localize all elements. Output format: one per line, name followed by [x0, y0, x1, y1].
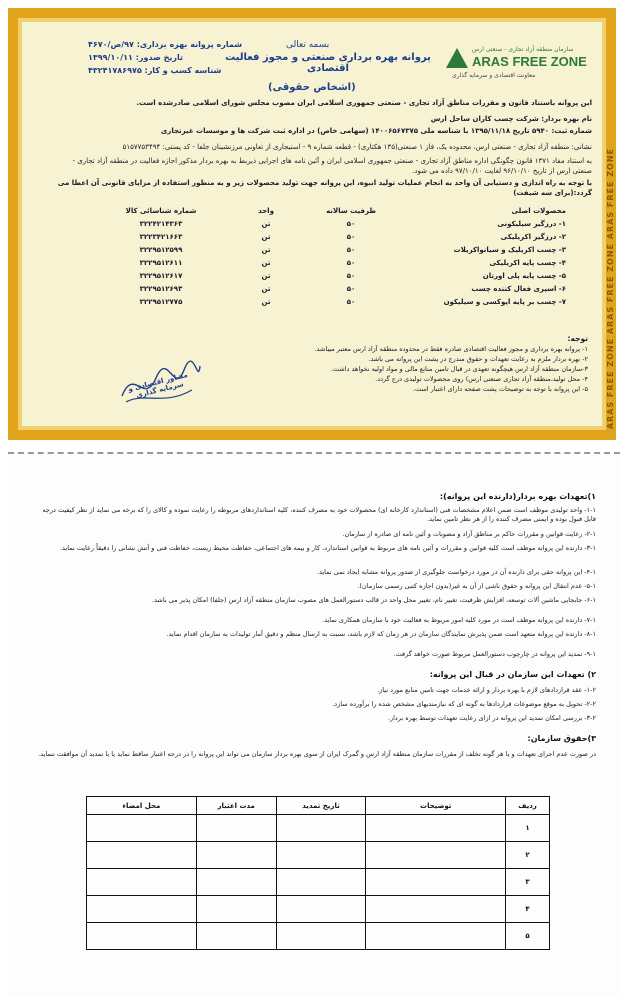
cell: [276, 896, 366, 923]
product-name: ۴- چسب پایه اکریلیکی: [489, 258, 566, 267]
obligations-title-1: ۱)تعهدات بهره بردار(دارنده این پروانه):: [439, 492, 596, 501]
product-code: ۳۲۲۹۵۱۲۶۱۱: [139, 258, 183, 267]
license-title: پروانه بهره برداری صنعتی و مجوز فعالیت اقتصادی: [225, 52, 431, 74]
product-code: ۳۲۲۹۵۱۲۶۱۷: [139, 271, 183, 280]
obligation-item: ۱-۲- عقد قراردادهای لازم با بهره بردار و ارائه خدمات جهت تامین منابع مورد نیاز.: [377, 686, 596, 694]
obligation-item: ۷-۱- دارنده این پروانه موظف است در مورد کلیه امور مربوط به فعالیت خود با سازمان همکاری نماید.: [322, 616, 596, 624]
renewal-row: [87, 815, 550, 842]
cell: [196, 896, 276, 923]
product-capacity: ۵۰: [346, 232, 356, 241]
cell: [87, 923, 197, 950]
product-unit: تن: [261, 297, 271, 306]
product-unit: تن: [261, 219, 271, 228]
product-unit: تن: [261, 284, 271, 293]
renewal-table: [86, 796, 550, 950]
product-row: [96, 230, 566, 243]
logo-title: ARAS FREE ZONE: [472, 54, 587, 69]
logo-subtitle: معاونت اقتصادی و سرمایه گذاری: [452, 72, 536, 79]
cell: [196, 923, 276, 950]
note-item: ۱- پروانه بهره برداری و مجوز فعالیت اقتصادی صادره فقط در محدوده منطقه آزاد ارس معتبر میباشد.: [314, 345, 588, 353]
obligation-item: ۲-۲- تحویل به موقع موضوعات قراردادها به گونه ای که نیازمندیهای مشخص شده را برآورده سازد.: [332, 700, 596, 708]
col-validity: مدت اعتبار: [196, 797, 276, 815]
renewal-row: [87, 923, 550, 950]
license-subtitle: (اشخاص حقوقی): [268, 82, 356, 93]
logo-small-text: سازمان منطقه آزاد تجاری - صنعتی ارس: [472, 46, 574, 53]
cell: [276, 842, 366, 869]
cell: [276, 815, 366, 842]
obligation-item: ۸-۱- دارنده این پروانه متعهد است ضمن پذیرش نمایندگان سازمان در هر زمان که لازم باشد، نسبت به ارسال منظم و دقیق آمار تولیدات به سازمان اقدام نماید.: [166, 630, 596, 638]
product-unit: تن: [261, 245, 271, 254]
product-row: [96, 269, 566, 282]
signature-title: مشاور اقتصادی و سرمایه گذاری: [127, 370, 189, 400]
cell: [276, 869, 366, 896]
header-name: محصولات اصلی: [511, 206, 566, 215]
renewal-row: [87, 869, 550, 896]
cell: [87, 815, 197, 842]
cell: [87, 896, 197, 923]
product-name: ۲- درزگیر اکریلیکی: [500, 232, 566, 241]
license-back-page: [8, 452, 620, 996]
col-renewal-date: تاریخ تمدید: [276, 797, 366, 815]
product-unit: تن: [261, 232, 271, 241]
logo-triangle-icon: [446, 48, 468, 68]
product-row: [96, 295, 566, 308]
renewal-header-row: [87, 797, 550, 815]
cell: [196, 815, 276, 842]
obligation-item: ۹-۱- تمدید این پروانه در چارچوب دستورالعمل مربوط صورت خواهد گرفت.: [393, 650, 596, 658]
product-row: [96, 256, 566, 269]
cell: [87, 842, 197, 869]
product-code: ۳۲۲۹۵۱۲۷۷۵: [139, 297, 183, 306]
obligation-item: ۳-۱- دارنده این پروانه موظف است کلیه قوانین و مقررات و آئین نامه های مربوط به قوانین استاندارد، کار و بیمه های اجتماعی، حفاظت محیط زیست، حفاظت فنی و آتش نشانی را دقیقاً رعایت نماید.: [59, 544, 596, 552]
product-code: ۳۲۲۴۲۱۴۳۶۳: [139, 219, 183, 228]
product-capacity: ۵۰: [346, 258, 356, 267]
header-unit: واحد: [258, 206, 274, 215]
products-table: [96, 204, 566, 308]
business-id: شناسه کسب و کار: ۴۳۲۴۱۷۸۶۹۷۵: [88, 66, 222, 75]
obligation-item: ۶-۱- جابجایی ماشین آلات توسعه، افزایش ظرفیت، تغییر نام، تغییر محل واحد در قالب دستورالعمل های مصوب سازمان منطقه آزاد ارس (جلفا) امکان پذیر می باشد.: [151, 596, 596, 604]
row-number: ۱: [506, 815, 550, 842]
obligation-item: در صورت عدم اجرای تعهدات و یا هر گونه تخلف از مقررات سازمان منطقه آزاد ارس و گمرک ایران از سوی بهره بردار سازمان می تواند این پروانه را در درجه اعتبار ساقط نماید یا با تمدید آن موافقت ننماید.: [38, 750, 596, 758]
products-header-row: [96, 204, 566, 217]
product-capacity: ۵۰: [346, 245, 356, 254]
renewal-row: [87, 842, 550, 869]
product-capacity: ۵۰: [346, 219, 356, 228]
obligations-title-2: ۲) تعهدات این سازمان در قبال این پروانه:: [429, 670, 596, 679]
notes-title: توجه:: [567, 334, 588, 343]
product-name: ۷- چسب بر پایه اپوکسی و سیلیکون: [443, 297, 566, 306]
address-text: نشانی: منطقه آزاد تجاری - صنعتی ارس، محدوده یک، فاز ۱ صنعتی(۱۳۵ هکتاری) - قطعه شماره ۹ - استیجاری از تعاونی مرزنشینان جلفا - کد پستی: ۵۱۵۷۷۵۳۴۹۴: [122, 143, 592, 151]
product-capacity: ۵۰: [346, 271, 356, 280]
note-item: ۲- بهره بردار ملزم به رعایت تعهدات و حقوق مندرج در پشت این پروانه می باشد.: [368, 355, 588, 363]
product-name: ۶- اسپری فعال کننده چسب: [471, 284, 566, 293]
product-name: ۱- درزگیر سیلیکونی: [497, 219, 566, 228]
obligation-item: ۴-۱- این پروانه حقی برای دارنده آن در مورد درخواست جلوگیری از صدور پروانه مشابه ایجاد نمی نماید.: [316, 568, 596, 576]
cell: [366, 896, 506, 923]
issue-date: تاریخ صدور: ۱۳۹۹/۱۰/۱۱: [88, 53, 183, 62]
note-item: ۴- محل تولید،منطقه آزاد تجاری صنعتی ارس) روی محصولات تولیدی درج گردد.: [375, 375, 588, 383]
obligation-item: ۵-۱- عدم انتقال این پروانه و حقوق ناشی از آن به غیر(بدون اجازه کتبی رسمی سازمان).: [357, 582, 596, 590]
cell: [87, 869, 197, 896]
bismillah-text: بسمه تعالی: [286, 40, 330, 50]
cell: [196, 869, 276, 896]
cell: [366, 815, 506, 842]
cell: [366, 923, 506, 950]
obligations-title-3: ۳)حقوق سازمان:: [527, 734, 596, 743]
cell: [366, 869, 506, 896]
note-item: ۳-سازمان منطقه آزاد ارس هیچگونه تعهدی در قبال تامین منابع مالی و مواد اولیه نخواهد داشت.: [330, 365, 588, 373]
row-number: ۳: [506, 869, 550, 896]
registration-info: [88, 40, 243, 79]
row-number: ۴: [506, 896, 550, 923]
purpose-text: با توجه به راه اندازی و دستیابی آن واحد به انجام عملیات تولید انبوه، این پروانه جهت تولید محصولات زیر و به منظور استفاده از مزایای قانونی آن اعطا می گردد:(برای سه شیفت): [57, 179, 592, 197]
cell: [196, 842, 276, 869]
product-code: ۳۲۲۹۵۱۲۶۹۳: [139, 284, 183, 293]
cell: [366, 842, 506, 869]
row-number: ۵: [506, 923, 550, 950]
col-signature: محل امضاء: [87, 797, 197, 815]
aras-logo: [442, 44, 602, 90]
header-capacity: ظرفیت سالانه: [326, 206, 376, 215]
obligation-item: ۳-۲- بررسی امکان تمدید این پروانه در ازای رعایت تعهدات توسط بهره بردار.: [387, 714, 596, 722]
product-name: ۵- چسب پایه پلی اورتان: [482, 271, 566, 280]
notes-section: [138, 334, 588, 394]
lease-text: به استناد مفاد ۱۳۷۱ قانون چگونگی اداره مناطق آزاد تجاری - صنعتی جمهوری اسلامی ایران و آئین نامه های اجرایی ذیربط به بهره بردار مذکور اجازه فعالیت در منطقه آزاد تجاری - صنعتی ارس از تاریخ ۹۶/۱۰/۱۰ لغایت ۹۷/۱۰/۱۰ داده می شود.: [72, 157, 592, 175]
col-row: ردیف: [506, 797, 550, 815]
row-number: ۲: [506, 842, 550, 869]
license-front-page: [8, 8, 616, 440]
cell: [276, 923, 366, 950]
side-watermark-text: ARAS FREE ZONE ARAS FREE ZONE ARAS FREE ZONE: [606, 148, 615, 430]
obligation-item: ۲-۱- رعایت قوانین و مقررات حاکم بر مناطق آزاد و مصوبات و آئین نامه ای صادره از سازمان.: [342, 530, 596, 538]
product-capacity: ۵۰: [346, 297, 356, 306]
header-code: شماره شناسائی کالا: [125, 206, 197, 215]
product-unit: تن: [261, 258, 271, 267]
license-number: شماره پروانه بهره برداری: ۹۷/ص/۴۶۷۰: [88, 40, 243, 49]
product-row: [96, 217, 566, 230]
col-description: توضیحات: [366, 797, 506, 815]
obligation-item: ۱-۱- واحد تولیدی موظف است ضمن اعلام مشخصات فنی (استاندارد کارخانه ای) محصولات خود به مصرف کننده، کلیه استانداردهای مربوطه را رعایت نموده و کالای را که برخه می نماید از نظر کیفیت درجه قابل قبول بوده و ایمنی مصرف کننده را از هر نظر تامین نماید.: [42, 506, 596, 523]
product-name: ۳- چسب اکریلیک و سیانواکریلات: [453, 245, 566, 254]
product-code: ۳۲۲۳۴۲۱۶۶۳: [139, 232, 183, 241]
note-item: ۵- این پروانه با توجه به توضیحات پشت صفحه دارای اعتبار است.: [412, 385, 588, 393]
product-row: [96, 282, 566, 295]
renewal-row: [87, 896, 550, 923]
product-row: [96, 243, 566, 256]
product-code: ۳۲۲۹۵۱۲۵۹۹: [139, 245, 183, 254]
company-name: نام بهره بردار: شرکت چسب کاران ساحل ارس: [430, 115, 592, 123]
product-unit: تن: [261, 271, 271, 280]
product-capacity: ۵۰: [346, 284, 356, 293]
registration-text: شماره ثبت: ۵۹۴۰ تاریخ ۱۳۹۵/۱۱/۱۸ با شناسه ملی ۱۴۰۰۶۵۶۷۳۷۵ (سهامی خاص) در اداره ثبت شرکت ها و موسسات غیرتجاری: [160, 127, 592, 135]
intro-text: این پروانه باستناد قانون و مقررات مناطق آزاد تجاری - صنعتی جمهوری اسلامی ایران مصوب مجلس شورای اسلامی صادرشده است.: [136, 99, 592, 107]
